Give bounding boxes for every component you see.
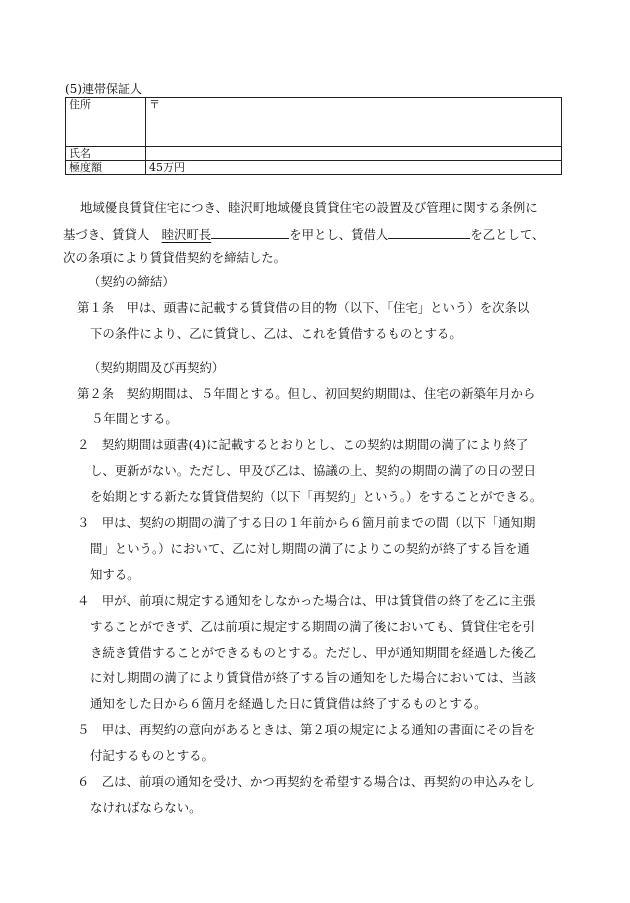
lessee-blank-line [388, 224, 470, 239]
article-text: 第１条 甲は、頭書に記載する賃貸借の目的物（以下、「住宅」という）を次条以 [77, 300, 530, 315]
address-value: 〒 [146, 98, 562, 147]
guarantor-section-title: (5)連帯保証人 [65, 82, 142, 96]
paragraph-text: することができず、乙は前項に規定する期間の満了後においても、賃貸住宅を引 [90, 619, 536, 634]
paragraph-text: ４ 甲が、前項に規定する通知をしなかった場合は、甲は賃貸借の終了を乙に主張 [77, 593, 536, 608]
paragraph-text: ６ 乙は、前項の通知を受け、かつ再契約を希望する場合は、再契約の申込みをし [77, 774, 535, 789]
preamble-line: 次の条項により賃貸借契約を締結した。 [63, 250, 287, 265]
guarantor-table [65, 97, 562, 175]
paragraph-text: ３ 甲は、契約の期間の満了する日の１年前から６箇月前までの間（以下「通知期 [77, 515, 536, 530]
paragraph-text: に対し期間の満了により賃貸借が終了する旨の通知をした場合においては、当該 [90, 670, 537, 685]
paragraph-text: し、更新がない。ただし、甲及び乙は、協議の上、契約の期間の満了の日の翌日 [90, 463, 537, 478]
paragraph-text: 通知をした日から６箇月を経過した日に賃貸借は終了するものとする。 [90, 696, 487, 711]
table-row [66, 161, 562, 175]
preamble-line [63, 224, 544, 244]
article-text: 第２条 契約期間は、５年間とする。但し、初回契約期間は、住宅の新築年月から [77, 386, 536, 401]
paragraph-text: ５ 甲は、再契約の意向があるときは、第２項の規定による通知の書面にその旨を [77, 722, 536, 737]
lessor-blank-line [211, 224, 289, 239]
table-row [66, 98, 562, 147]
preamble-text: 基づき、賃貸人 [63, 227, 162, 242]
paragraph-text: を始期とする新たな賃貸借契約（以下「再契約」という。）をすることができる。 [90, 489, 543, 504]
limit-amount-label: 極度額 [66, 161, 146, 175]
paragraph-text: き続き賃借することができるものとする。ただし、甲が通知期間を経過した後乙 [90, 645, 537, 660]
name-label: 氏名 [66, 147, 146, 161]
preamble-text: を乙として、 [470, 227, 545, 242]
name-value [146, 147, 562, 161]
article-heading: （契約の締結） [88, 274, 175, 289]
paragraph-text: 知する。 [90, 567, 140, 582]
table-row [66, 147, 562, 161]
article-text: ５年間とする。 [91, 411, 178, 426]
limit-amount-value: 45万円 [146, 161, 562, 175]
article-text: 下の条件により、乙に賃貸し、乙は、これを賃借するものとする。 [90, 326, 462, 341]
paragraph-text: ２ 契約期間は頭書(4)に記載するとおりとし、この契約は期間の満了により終了 [77, 437, 529, 452]
article-heading: （契約期間及び再契約） [88, 360, 225, 375]
paragraph-text: 間」という。）において、乙に対し期間の満了によりこの契約が終了する旨を通 [90, 541, 530, 556]
preamble-text: を甲とし、賃借人 [289, 227, 389, 242]
paragraph-text: 付記するものとする。 [90, 748, 214, 763]
preamble-line: 地域優良賃貸住宅につき、睦沢町地域優良賃貸住宅の設置及び管理に関する条例に [80, 200, 538, 215]
paragraph-text: なければならない。 [90, 800, 202, 815]
address-label: 住所 [66, 98, 146, 147]
lessor-name: 睦沢町長 [161, 227, 212, 242]
